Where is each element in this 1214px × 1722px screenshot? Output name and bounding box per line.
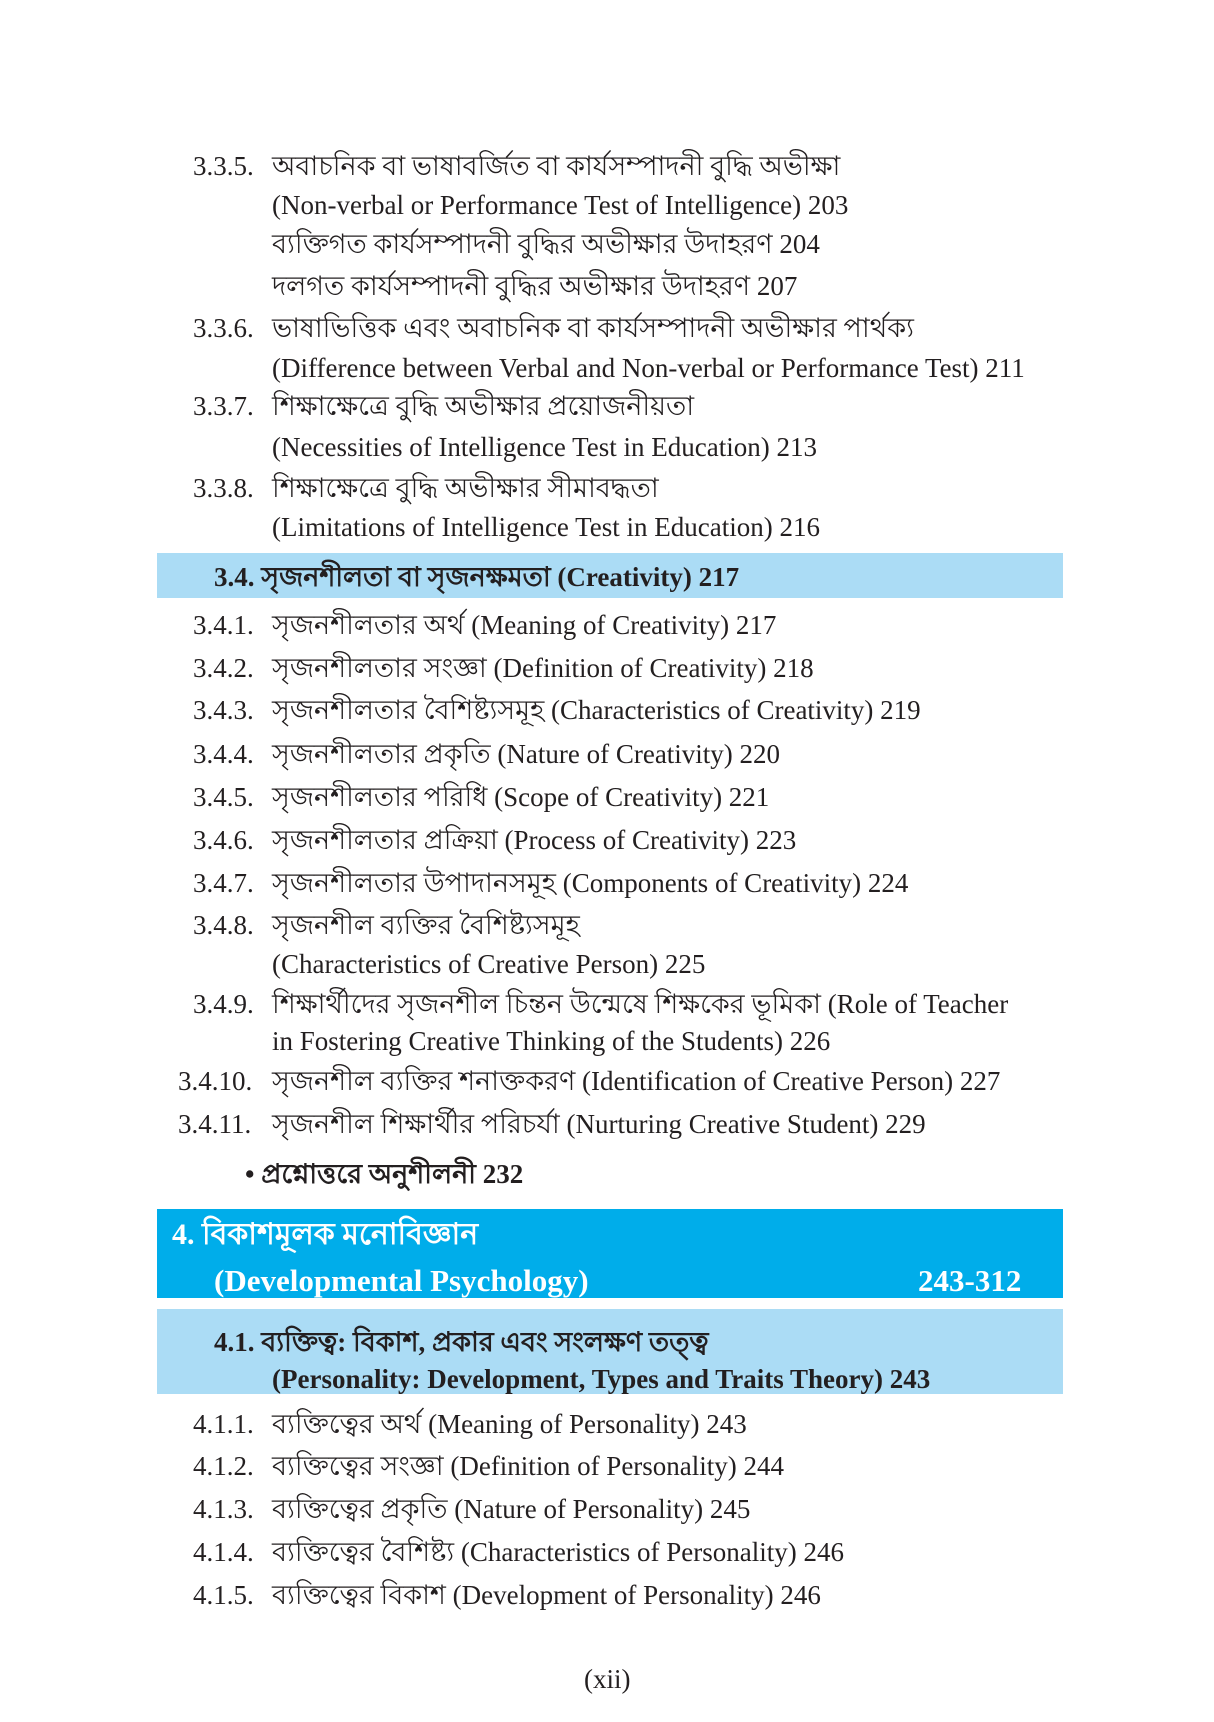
chapter-pages: 243-312 [918,1263,1022,1298]
exercise-entry: • প্রশ্নোত্তরে অনুশীলনী 232 [245,1159,524,1189]
entry-number: 4.1.4. [193,1537,254,1567]
entry-title: দলগত কার্যসম্পাদনী বুদ্ধির অভীক্ষার উদাহরণ 207 [272,271,798,301]
entry-title: ব্যক্তিত্বের বিকাশ (Development of Personality) 246 [272,1580,821,1610]
entry-title: সৃজনশীলতার উপাদানসমূহ (Components of Creativity) 224 [272,868,909,898]
entry-title: ব্যক্তিত্বের অর্থ (Meaning of Personality) 243 [272,1409,747,1439]
entry-number: 4.1.2. [193,1451,254,1481]
entry-number: 3.4.3. [193,695,254,725]
entry-number: 3.4.9. [193,989,254,1019]
entry-number: 3.4.5. [193,782,254,812]
entry-title: সৃজনশীলতার বৈশিষ্ট্যসমূহ (Characteristics of Creativity) 219 [272,695,921,725]
chapter-title-en: (Developmental Psychology) [214,1263,589,1298]
entry-title: in Fostering Creative Thinking of the Students) 226 [272,1026,831,1056]
entry-title: ব্যক্তিত্বের সংজ্ঞা (Definition of Personality) 244 [272,1451,785,1481]
entry-title: শিক্ষাক্ষেত্রে বুদ্ধি অভীক্ষার সীমাবদ্ধতা [272,473,659,503]
entry-title: (Characteristics of Creative Person) 225 [272,949,706,979]
entry-title: ভাষাভিত্তিক এবং অবাচনিক বা কার্যসম্পাদনী অভীক্ষার পার্থক্য [272,313,914,343]
entry-number: 4.1.5. [193,1580,254,1610]
section-title-4-1-en: (Personality: Development, Types and Traits Theory) 243 [272,1364,931,1394]
entry-title: (Necessities of Intelligence Test in Education) 213 [272,432,817,462]
entry-title: ব্যক্তিত্বের বৈশিষ্ট্য (Characteristics of Personality) 246 [272,1537,845,1567]
entry-number: 4.1.3. [193,1494,254,1524]
entry-title: শিক্ষার্থীদের সৃজনশীল চিন্তন উন্মেষে শিক্ষকের ভূমিকা (Role of Teacher [272,989,1009,1019]
entry-title: সৃজনশীল ব্যক্তির বৈশিষ্ট্যসমূহ [272,910,580,940]
entry-title: (Non-verbal or Performance Test of Intelligence) 203 [272,190,849,220]
entry-number: 3.4.2. [193,653,254,683]
entry-number: 3.4.4. [193,739,254,769]
entry-number: 4.1.1. [193,1409,254,1439]
page-number-footer: (xii) [584,1664,631,1694]
entry-title: শিক্ষাক্ষেত্রে বুদ্ধি অভীক্ষার প্রয়োজনীয়তা [272,391,695,421]
entry-number: 3.4.1. [193,610,254,640]
entry-title: ব্যক্তিত্বের প্রকৃতি (Nature of Personality) 245 [272,1494,751,1524]
entry-number: 3.3.8. [193,473,254,503]
entry-title: অবাচনিক বা ভাষাবর্জিত বা কার্যসম্পাদনী বুদ্ধি অভীক্ষা [272,151,841,181]
entry-title: (Limitations of Intelligence Test in Education) 216 [272,512,820,542]
entry-title: (Difference between Verbal and Non-verbal or Performance Test) 211 [272,353,1025,383]
entry-number: 3.4.7. [193,868,254,898]
entry-number: 3.3.6. [193,313,254,343]
entry-title: সৃজনশীল ব্যক্তির শনাক্তকরণ (Identification of Creative Person) 227 [272,1066,1001,1096]
entry-number: 3.4.6. [193,825,254,855]
entry-title: সৃজনশীলতার প্রক্রিয়া (Process of Creativity) 223 [272,825,797,855]
entry-number: 3.4.11. [178,1109,252,1139]
entry-title: সৃজনশীলতার সংজ্ঞা (Definition of Creativity) 218 [272,653,814,683]
entry-number: 3.3.7. [193,391,254,421]
entry-title: সৃজনশীলতার অর্থ (Meaning of Creativity) 217 [272,610,777,640]
section-heading-3-4: 3.4. সৃজনশীলতা বা সৃজনক্ষমতা (Creativity) 217 [214,562,740,592]
entry-title: সৃজনশীলতার পরিধি (Scope of Creativity) 221 [272,782,770,812]
entry-title: সৃজনশীল শিক্ষার্থীর পরিচর্যা (Nurturing Creative Student) 229 [272,1109,926,1139]
entry-title: সৃজনশীলতার প্রকৃতি (Nature of Creativity) 220 [272,739,781,769]
chapter-title-bn: 4. বিকাশমূলক মনোবিজ্ঞান [172,1218,479,1251]
entry-number: 3.4.10. [178,1066,253,1096]
section-title-4-1-bn: 4.1. ব্যক্তিত্ব: বিকাশ, প্রকার এবং সংলক্ষণ তত্ত্ব [214,1327,709,1357]
entry-number: 3.3.5. [193,151,254,181]
entry-number: 3.4.8. [193,910,254,940]
entry-title: ব্যক্তিগত কার্যসম্পাদনী বুদ্ধির অভীক্ষার উদাহরণ 204 [272,229,820,259]
